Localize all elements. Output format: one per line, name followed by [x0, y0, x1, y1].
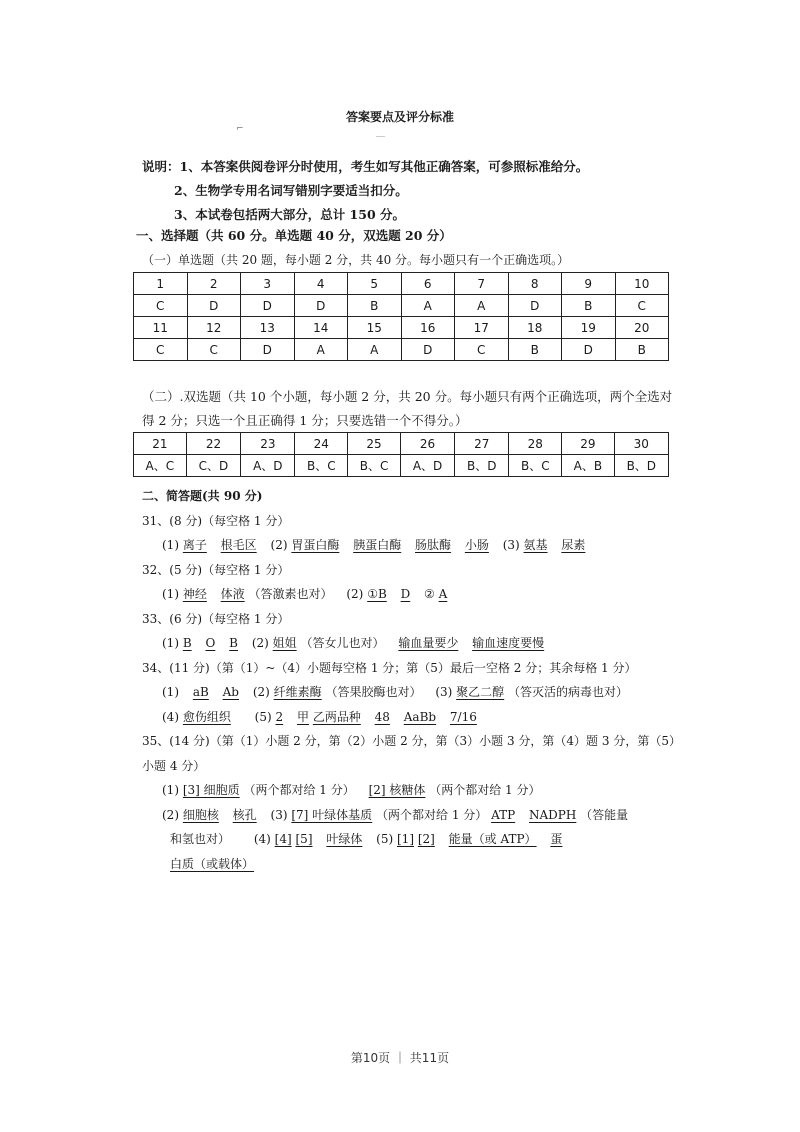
answer: 姐姐 — [272, 636, 297, 650]
table-cell: B — [562, 295, 616, 317]
label: (4) — [253, 832, 271, 846]
note-3: 3、本试卷包括两大部分，总计 150 分。 — [174, 207, 405, 222]
table-cell: 6 — [401, 273, 455, 295]
answer: [7] 叶绿体基质 — [291, 807, 373, 822]
table-cell: D — [562, 339, 616, 361]
answer: [1] — [397, 832, 414, 846]
answer: ATP — [491, 807, 516, 822]
answer: [5] — [295, 832, 313, 846]
table-cell: 27 — [455, 433, 509, 455]
answer: O — [205, 636, 216, 650]
table-cell: 8 — [508, 273, 562, 295]
q35-answers-line3 — [142, 827, 682, 852]
table-cell: 16 — [401, 317, 455, 339]
table-cell: 4 — [294, 273, 348, 295]
label: (1) — [162, 538, 179, 552]
answer: D — [400, 587, 411, 601]
table-cell: 20 — [615, 317, 669, 339]
answer: 核孔 — [232, 807, 257, 822]
table-row — [134, 317, 669, 339]
label: (2) — [162, 807, 179, 822]
table-cell: 17 — [455, 317, 509, 339]
table-cell: A、D — [241, 455, 295, 477]
table-cell: C — [615, 295, 669, 317]
answer: 2 — [275, 709, 284, 724]
table-cell: B、D — [455, 455, 509, 477]
single-choice-table — [133, 272, 669, 361]
table-cell: B — [508, 339, 562, 361]
answer: AaBb — [403, 709, 437, 724]
table-cell: 9 — [562, 273, 616, 295]
page-footer: 第10页 ｜ 共11页 — [350, 1051, 450, 1065]
table-cell: A、C — [134, 455, 187, 477]
table-cell: 26 — [400, 433, 454, 455]
note: （两个都对给 1 分） — [243, 783, 355, 797]
answer: 48 — [374, 709, 390, 724]
table-cell: B、D — [614, 455, 668, 477]
answer: 甲 — [296, 709, 309, 724]
table-cell: 24 — [295, 433, 348, 455]
answer: B — [229, 636, 238, 650]
table-cell: B、C — [509, 455, 562, 477]
q34-answers-line1 — [142, 680, 682, 705]
part2-heading: 二、简答题(共 90 分) — [142, 489, 263, 503]
double-choice-table — [133, 432, 669, 477]
table-cell: A — [455, 295, 509, 317]
answer: [2] 核糖体 — [368, 783, 426, 797]
note: （答灭活的病毒也对） — [508, 685, 629, 699]
table-row — [134, 433, 669, 455]
note: （答激素也对） — [248, 587, 333, 601]
note: （两个都对给 1 分） — [376, 807, 488, 822]
table-cell: D — [241, 295, 295, 317]
answer: 乙两品种 — [312, 709, 361, 724]
label: ② — [424, 587, 435, 601]
table-cell: 13 — [241, 317, 295, 339]
q35-answers-line1 — [142, 778, 682, 803]
table-cell: C — [455, 339, 509, 361]
label: (2) — [346, 587, 364, 601]
label: (2) — [252, 685, 270, 699]
answer: 聚乙二醇 — [456, 685, 505, 699]
label: (1) — [162, 587, 179, 601]
label: (1) — [162, 783, 179, 797]
q34-heading: 34、(11 分)（第（1）~（4）小题每空格 1 分；第（5）最后一空格 2 分；其余每格 1 分） — [142, 660, 637, 675]
answer: 愈伤组织 — [182, 709, 231, 724]
label: (3) — [270, 807, 288, 822]
answer: 蛋 — [550, 832, 563, 846]
scan-mark: ⌐ — [236, 124, 244, 134]
note: （答果胶酶也对） — [325, 685, 422, 699]
table-cell: D — [508, 295, 562, 317]
note: （两个都对给 1 分） — [429, 783, 541, 797]
table-cell: 14 — [294, 317, 348, 339]
answer: 细胞核 — [182, 807, 219, 822]
answer: 白质（或载体） — [170, 856, 255, 871]
table-cell: C、D — [186, 455, 241, 477]
table-cell: B — [615, 339, 669, 361]
answer: 输血量要少 — [398, 636, 459, 650]
answer: 氨基 — [523, 538, 548, 552]
instructions — [142, 155, 588, 227]
q31-heading: 31、(8 分)（每空格 1 分） — [142, 513, 290, 528]
table-cell: C — [134, 339, 188, 361]
label: (3) — [435, 685, 453, 699]
answer: 神经 — [182, 587, 207, 601]
answer: aB — [192, 685, 209, 699]
answer: [4] — [274, 832, 292, 846]
table-cell: A、D — [400, 455, 454, 477]
answer: ①B — [367, 587, 387, 601]
answer: [2] — [417, 832, 435, 846]
table-cell: 23 — [241, 433, 295, 455]
answer: 小肠 — [464, 538, 489, 552]
answer: Ab — [222, 685, 239, 699]
answer: 胃蛋白酶 — [291, 538, 340, 552]
short-answer-section — [142, 484, 682, 876]
q32-heading: 32、(5 分)（每空格 1 分） — [142, 562, 290, 577]
table-cell: D — [187, 295, 241, 317]
answer: 能量（或 ATP） — [448, 832, 537, 846]
label: (4) — [162, 709, 179, 724]
table-cell: 19 — [562, 317, 616, 339]
scan-mark: ‾‾ — [376, 136, 385, 146]
table-cell: 25 — [348, 433, 401, 455]
part1-heading: 一、选择题（共 60 分。单选题 40 分，双选题 20 分） — [136, 228, 452, 243]
q34-answers-line2 — [142, 705, 682, 730]
q31-answers — [142, 533, 682, 558]
table-cell: C — [134, 295, 188, 317]
table-cell: 21 — [134, 433, 187, 455]
answer: NADPH — [529, 807, 577, 822]
table-cell: B — [348, 295, 402, 317]
answer: 胰蛋白酶 — [353, 538, 402, 552]
table-cell: 29 — [562, 433, 614, 455]
answer: 体液 — [220, 587, 245, 601]
table-cell: D — [294, 295, 348, 317]
answer: 尿素 — [561, 538, 586, 552]
note-1: 说明：1、本答案供阅卷评分时使用，考生如写其他正确答案，可参照标准给分。 — [142, 159, 589, 174]
single-choice-heading: （一）单选题（共 20 题，每小题 2 分，共 40 分。每小题只有一个正确选项。） — [142, 253, 570, 267]
table-row — [134, 339, 669, 361]
answer: B — [182, 636, 192, 650]
table-cell: 10 — [615, 273, 669, 295]
label: (1) — [162, 636, 179, 650]
table-cell: A — [348, 339, 402, 361]
answer: 纤维素酶 — [273, 685, 322, 699]
q33-heading: 33、(6 分)（每空格 1 分） — [142, 611, 290, 626]
answer: A — [438, 587, 448, 601]
label: (2) — [270, 538, 288, 552]
label: (5) — [376, 832, 394, 846]
table-cell: 15 — [348, 317, 402, 339]
answer: 根毛区 — [220, 538, 257, 552]
q35-answers-line2 — [142, 803, 682, 828]
label: (1) — [162, 685, 179, 699]
table-cell: 22 — [186, 433, 241, 455]
table-cell: 12 — [187, 317, 241, 339]
table-cell: A、B — [562, 455, 614, 477]
table-cell: C — [187, 339, 241, 361]
label: (2) — [251, 636, 269, 650]
answer: [3] 细胞质 — [182, 783, 240, 797]
table-row — [134, 273, 669, 295]
answer: 输血速度要慢 — [472, 636, 545, 650]
table-cell: 30 — [614, 433, 668, 455]
table-cell: 28 — [509, 433, 562, 455]
answer: 肠肽酶 — [415, 538, 452, 552]
table-cell: 3 — [241, 273, 295, 295]
q35-heading: 35、(14 分)（第（1）小题 2 分，第（2）小题 2 分，第（3）小题 3 分，第（4）题 3 分，第（5）小题 4 分） — [142, 734, 681, 773]
q32-answers — [142, 582, 682, 607]
answer: 离子 — [182, 538, 207, 552]
double-choice-heading: （二）.双选题（共 10 个小题，每小题 2 分，共 20 分。每小题只有两个正确选项，两个全选对得 2 分；只选一个且正确得 1 分；只要选错一个不得分。） — [142, 389, 673, 428]
note: （答能量 — [580, 807, 629, 822]
q33-answers — [142, 631, 682, 656]
note: 和氢也对） — [170, 832, 231, 846]
note: （答女儿也对） — [300, 636, 385, 650]
page-title: 答案要点及评分标准 — [345, 110, 454, 124]
table-cell: 18 — [508, 317, 562, 339]
label: (5) — [254, 709, 272, 724]
table-row — [134, 295, 669, 317]
table-cell: 11 — [134, 317, 188, 339]
answer: 7/16 — [449, 709, 477, 724]
table-cell: D — [241, 339, 295, 361]
table-cell: 2 — [187, 273, 241, 295]
table-cell: D — [401, 339, 455, 361]
label: (3) — [502, 538, 520, 552]
table-cell: 5 — [348, 273, 402, 295]
note-2: 2、生物学专用名词写错别字要适当扣分。 — [174, 183, 408, 198]
q35-answers-line4 — [142, 852, 682, 877]
table-cell: A — [294, 339, 348, 361]
table-cell: A — [401, 295, 455, 317]
table-cell: 1 — [134, 273, 188, 295]
table-cell: 7 — [455, 273, 509, 295]
table-row — [134, 455, 669, 477]
table-cell: B、C — [348, 455, 401, 477]
answer: 叶绿体 — [326, 832, 363, 846]
table-cell: B、C — [295, 455, 348, 477]
